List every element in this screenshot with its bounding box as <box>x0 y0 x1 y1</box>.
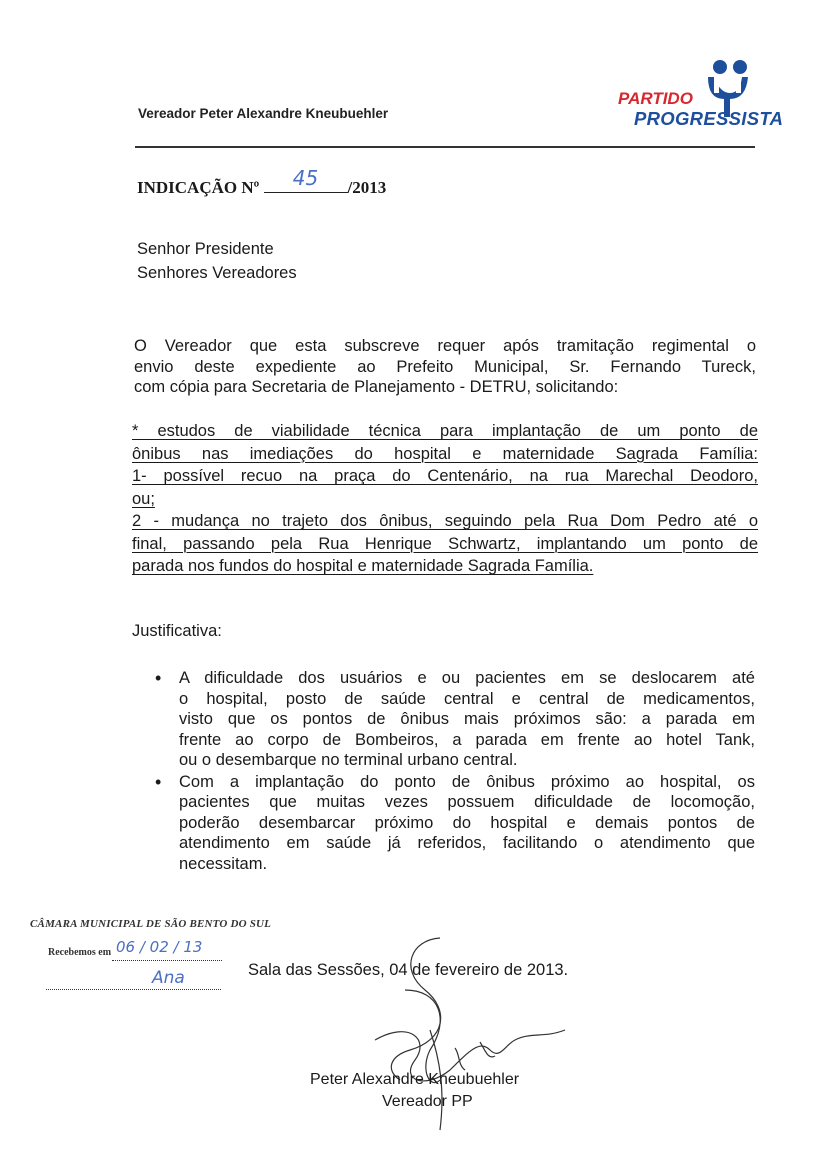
justification-bullet-2 <box>155 772 755 875</box>
greeting-line-2: Senhores Vereadores <box>137 264 297 282</box>
party-logo <box>610 55 784 130</box>
stamp-initials-line <box>46 988 221 990</box>
document-title <box>137 166 387 198</box>
signature-icon <box>330 930 570 1150</box>
stamp-title: CÂMARA MUNICIPAL DE SÃO BENTO DO SUL <box>30 918 272 930</box>
request-line: parada nos fundos do hospital e maternidade Sagrada Família. <box>132 557 594 575</box>
request-line: ônibus nas imediações do hospital e maternidade Sagrada Família: <box>132 444 758 463</box>
request-block <box>132 420 758 578</box>
bullet-line: o hospital, posto de saúde central e central de medicamentos, <box>179 689 755 708</box>
stamp-received-label: Recebemos em <box>48 947 112 958</box>
intro-line: O Vereador que esta subscreve requer após tramitação regimental o <box>134 337 756 355</box>
request-line: 2 - mudança no trajeto dos ônibus, seguindo pela Rua Dom Pedro até o <box>132 512 758 530</box>
justification-bullet-1 <box>155 668 755 771</box>
logo-partido-text: PARTIDO <box>618 89 693 108</box>
indication-number-field <box>264 166 348 193</box>
greeting-line-1: Senhor Presidente <box>137 240 274 258</box>
bullet-line: poderão desembarcar próximo do hospital e demais pontos de <box>179 813 755 832</box>
stamp-date-line <box>112 959 222 961</box>
justification-label: Justificativa: <box>132 622 222 640</box>
logo-progressista-text: PROGRESSISTA <box>634 108 784 129</box>
request-line: final, passando pela Rua Henrique Schwartz, implantando um ponto de <box>132 534 758 553</box>
intro-paragraph <box>134 336 756 398</box>
bullet-line: visto que os pontos de ônibus mais próximos são: a parada em <box>179 710 755 728</box>
request-line: 1- possível recuo na praça do Centenário, na rua Marechal Deodoro, <box>132 467 758 485</box>
signer-name: Peter Alexandre Kneubuehler <box>310 1071 520 1088</box>
bullet-line: pacientes que muitas vezes possuem dificuldade de locomoção, <box>179 793 755 811</box>
request-line: * estudos de viabilidade técnica para implantação de um ponto de <box>132 422 758 440</box>
stamp-initials-handwritten: Ana <box>152 968 185 988</box>
justification-list <box>155 668 755 875</box>
header-divider <box>135 146 755 148</box>
indication-number: 45 <box>292 166 319 190</box>
place-date: Sala das Sessões, 04 de fevereiro de 2013. <box>248 961 569 979</box>
bullet-line: • A dificuldade dos usuários e ou pacientes em se deslocarem até <box>179 669 755 687</box>
title-prefix: INDICAÇÃO Nº <box>137 178 260 197</box>
intro-line: com cópia para Secretaria de Planejamento - DETRU, solicitando: <box>134 378 619 396</box>
intro-line: envio deste expediente ao Prefeito Municipal, Sr. Fernando Tureck, <box>134 357 756 376</box>
author-header: Vereador Peter Alexandre Kneubuehler <box>138 106 389 121</box>
stamp-date-handwritten: 06 / 02 / 13 <box>116 938 203 956</box>
request-line: ou; <box>132 489 155 508</box>
bullet-line: ou o desembarque no terminal urbano central. <box>179 751 518 769</box>
title-year: /2013 <box>347 178 387 197</box>
bullet-line: atendimento em saúde já referidos, facilitando o atendimento que <box>179 834 755 852</box>
bullet-line: • Com a implantação do ponto de ônibus próximo ao hospital, os <box>179 772 755 791</box>
bullet-line: necessitam. <box>179 854 268 873</box>
signer-role: Vereador PP <box>382 1093 473 1110</box>
bullet-line: frente ao corpo de Bombeiros, a parada em frente ao hotel Tank, <box>179 730 755 749</box>
